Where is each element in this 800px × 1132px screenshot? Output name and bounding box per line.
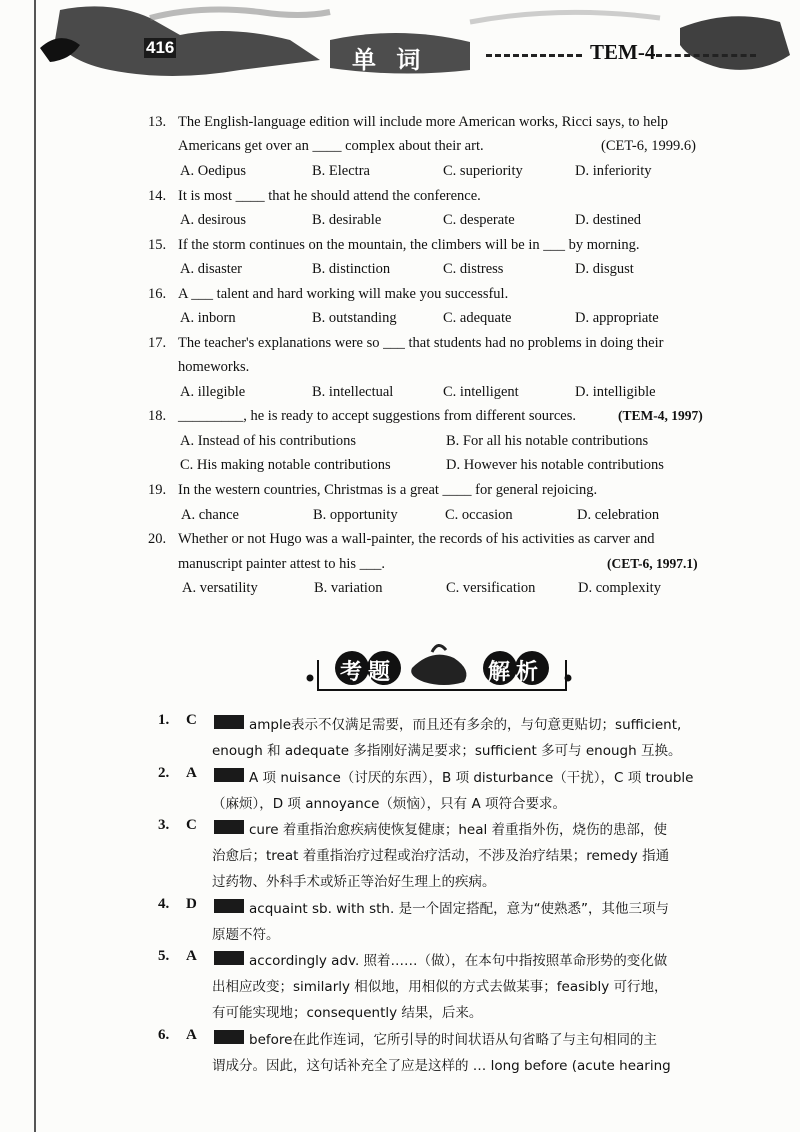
explanation-marker — [214, 768, 244, 782]
answer-number: 6. — [158, 1027, 170, 1043]
page-header — [0, 0, 800, 92]
header-tag: TEM-4 — [590, 40, 656, 64]
option: A. desirous — [180, 212, 247, 228]
option: D. complexity — [578, 580, 661, 596]
option: D. disgust — [575, 261, 634, 277]
answer-letter: A — [186, 765, 197, 781]
answer-line: cure 着重指治愈疾病使恢复健康；heal 着重指外伤，烧伤的患部，使 — [249, 822, 668, 838]
option: B. outstanding — [312, 310, 397, 326]
answer-line: before在此作连词，它所引导的时间状语从句省略了与主句相同的主 — [249, 1032, 657, 1048]
explanation-marker — [214, 715, 244, 729]
option: C. His making notable contributions — [180, 457, 391, 473]
option: B. intellectual — [312, 384, 394, 400]
banner-right-text: 解析 — [487, 660, 544, 685]
question-source: (TEM-4, 1997) — [618, 408, 703, 423]
option: B. desirable — [312, 212, 382, 228]
option: A. Instead of his contributions — [180, 433, 356, 449]
option: C. desperate — [443, 212, 515, 228]
answer-line: 谓成分。因此，这句话补充全了应是这样的 … long before (acute hearing — [212, 1058, 671, 1074]
option: D. However his notable contributions — [446, 457, 664, 473]
option: C. occasion — [445, 507, 513, 523]
question-15: 15. If the storm continues on the mountain, the climbers will be in ___ by morning. — [148, 237, 640, 253]
option: D. appropriate — [575, 310, 659, 326]
answer-number: 5. — [158, 948, 170, 964]
header-dashes — [656, 54, 756, 57]
option: B. distinction — [312, 261, 391, 277]
page-number: 416 — [146, 38, 175, 57]
answer-line: 治愈后；treat 着重指治疗过程或治疗活动，不涉及治疗结果；remedy 指通 — [212, 848, 670, 864]
answer-line: 原题不符。 — [212, 927, 280, 943]
answer-line: ample表示不仅满足需要，而且还有多余的，与句意更贴切；sufficient, — [249, 717, 682, 733]
explanation-marker — [214, 951, 244, 965]
option: A. inborn — [180, 310, 236, 326]
option: B. variation — [314, 580, 383, 596]
option: B. opportunity — [313, 507, 398, 523]
explanation-marker — [214, 820, 244, 834]
answer-line: enough 和 adequate 多指刚好满足要求；sufficient 多可与 enough 互换。 — [212, 743, 682, 759]
question-source: (CET-6, 1999.6) — [601, 138, 696, 154]
option: C. versification — [446, 580, 536, 596]
section-banner — [304, 640, 574, 700]
option: A. versatility — [182, 580, 258, 596]
answer-letter: A — [186, 1027, 197, 1043]
banner-left-text: 考题 — [339, 660, 396, 685]
question-16: 16. A ___ talent and hard working will make you successful. — [148, 286, 509, 302]
option: D. destined — [575, 212, 642, 228]
question-line: homeworks. — [178, 359, 250, 375]
question-line: manuscript painter attest to his ___. — [178, 556, 385, 572]
question-source: (CET-6, 1997.1) — [607, 556, 698, 571]
option: A. Oedipus — [180, 163, 247, 179]
header-title: 单 词 — [352, 46, 427, 74]
explanation-marker — [214, 899, 244, 913]
answer-letter: C — [186, 712, 197, 728]
header-dashes — [486, 54, 582, 57]
answer-line: accordingly adv. 照着……（做），在本句中指按照革命形势的变化做 — [249, 953, 668, 969]
answer-line: 出相应改变；similarly 相似地，用相似的方式去做某事；feasibly 可行地， — [212, 979, 668, 995]
answer-number: 1. — [158, 712, 170, 728]
option: B. For all his notable contributions — [446, 433, 649, 449]
question-line: Americans get over an ____ complex about their art. — [178, 138, 484, 154]
option: C. intelligent — [443, 384, 519, 400]
answer-letter: D — [186, 896, 197, 912]
question-19: 19. In the western countries, Christmas is a great ____ for general rejoicing. — [148, 482, 598, 498]
option: B. Electra — [312, 163, 370, 179]
answer-letter: A — [186, 948, 197, 964]
answer-line: （麻烦），D 项 annoyance（烦恼），只有 A 项符合要求。 — [212, 796, 566, 812]
option: A. chance — [181, 507, 239, 523]
question-20: 20. Whether or not Hugo was a wall-painter, the records of his activities as carver and — [148, 531, 655, 547]
answer-line: acquaint sb. with sth. 是一个固定搭配，意为“使熟悉”，其他三项与 — [249, 901, 670, 917]
option: C. adequate — [443, 310, 512, 326]
answer-line: 过药物、外科手术或矫正等治好生理上的疾病。 — [212, 874, 496, 890]
option: A. illegible — [180, 384, 246, 400]
answer-letter: C — [186, 817, 197, 833]
explanation-marker — [214, 1030, 244, 1044]
answer-number: 2. — [158, 765, 170, 781]
answer-number: 3. — [158, 817, 170, 833]
question-14: 14. It is most ____ that he should attend the conference. — [148, 188, 481, 204]
question-18: 18. _________, he is ready to accept suggestions from different sources. — [148, 408, 576, 424]
option: C. superiority — [443, 163, 523, 179]
option: D. celebration — [577, 507, 660, 523]
option: D. intelligible — [575, 384, 656, 400]
question-13: 13. The English-language edition will include more American works, Ricci says, to help — [148, 114, 669, 130]
answer-line: A 项 nuisance（讨厌的东西），B 项 disturbance（干扰），C 项 trouble — [249, 770, 694, 786]
option: D. inferiority — [575, 163, 652, 179]
answer-number: 4. — [158, 896, 170, 912]
option: C. distress — [443, 261, 504, 277]
option: A. disaster — [180, 261, 243, 277]
answer-line: 有可能实现地；consequently 结果，后来。 — [212, 1005, 483, 1021]
question-17: 17. The teacher's explanations were so ___ that students had no problems in doing their — [148, 335, 664, 351]
binding-edge — [34, 0, 36, 1132]
